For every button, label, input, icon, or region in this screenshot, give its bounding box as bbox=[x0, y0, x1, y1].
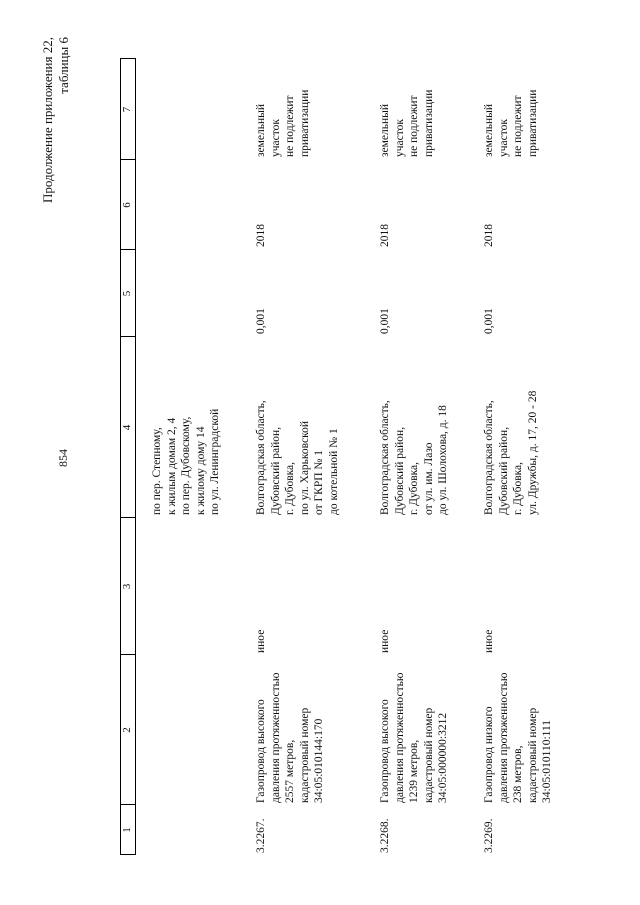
column-header-6: 6 bbox=[121, 202, 133, 208]
object-type-cell: иное bbox=[379, 629, 391, 653]
row-number-cell: 3.2267. bbox=[255, 818, 267, 853]
column-header-2: 2 bbox=[121, 727, 133, 733]
address-cell: Волгоградская область, Дубовский район, г. Дубовка, по ул. Харьковской от ГКРП № 1 до котельной № 1 bbox=[255, 400, 340, 515]
column-header-4: 4 bbox=[121, 424, 133, 431]
object-name-cell: Газопровод высокого давления протяженностью 2557 метров, кадастровый номер 34:05:010144:170 bbox=[255, 672, 325, 803]
area-cell: 0,001 bbox=[379, 308, 391, 334]
table-header-rule bbox=[135, 58, 136, 855]
address-cell: Волгоградская область, Дубовский район, г. Дубовка, от ул. им. Лазо до ул. Шолохова, д. 18 bbox=[379, 400, 449, 515]
continuation-address-cell: по пер. Степному, к жилым домам 2, 4 по пер. Дубовскому, к жилому дому 14 по ул. Ленинградской bbox=[151, 408, 221, 515]
year-cell: 2018 bbox=[483, 224, 495, 247]
object-type-cell: иное bbox=[483, 629, 495, 653]
column-header-1: 1 bbox=[121, 827, 133, 833]
caption-line-2: таблицы 6 bbox=[56, 37, 71, 94]
status-cell: земельный участок не подлежит приватизации bbox=[379, 89, 435, 157]
area-cell: 0,001 bbox=[255, 308, 267, 334]
address-cell: Волгоградская область, Дубовский район, г. Дубовка, ул. Дружбы, д. 17, 20 - 28 bbox=[483, 390, 539, 515]
table-caption bbox=[40, 37, 72, 215]
year-cell: 2018 bbox=[255, 224, 267, 247]
object-name-cell: Газопровод высокого давления протяженностью 1239 метров, кадастровый номер 34:05:000000:3212 bbox=[379, 672, 449, 803]
status-cell: земельный участок не подлежит приватизации bbox=[255, 89, 311, 157]
object-type-cell: иное bbox=[255, 629, 267, 653]
column-header-5: 5 bbox=[121, 290, 133, 297]
caption-line-1: Продолжение приложения 22, bbox=[40, 37, 55, 204]
object-name-cell: Газопровод низкого давления протяженностью 238 метров, кадастровый номер 34:05:010110:111 bbox=[483, 672, 553, 803]
year-cell: 2018 bbox=[379, 224, 391, 247]
row-number-cell: 3.2268. bbox=[379, 818, 391, 853]
column-header-3: 3 bbox=[121, 583, 133, 590]
page-number: 854 bbox=[56, 449, 70, 467]
row-number-cell: 3.2269. bbox=[483, 818, 495, 853]
column-header-7: 7 bbox=[121, 106, 133, 113]
status-cell: земельный участок не подлежит приватизации bbox=[483, 89, 539, 157]
area-cell: 0,001 bbox=[483, 308, 495, 334]
